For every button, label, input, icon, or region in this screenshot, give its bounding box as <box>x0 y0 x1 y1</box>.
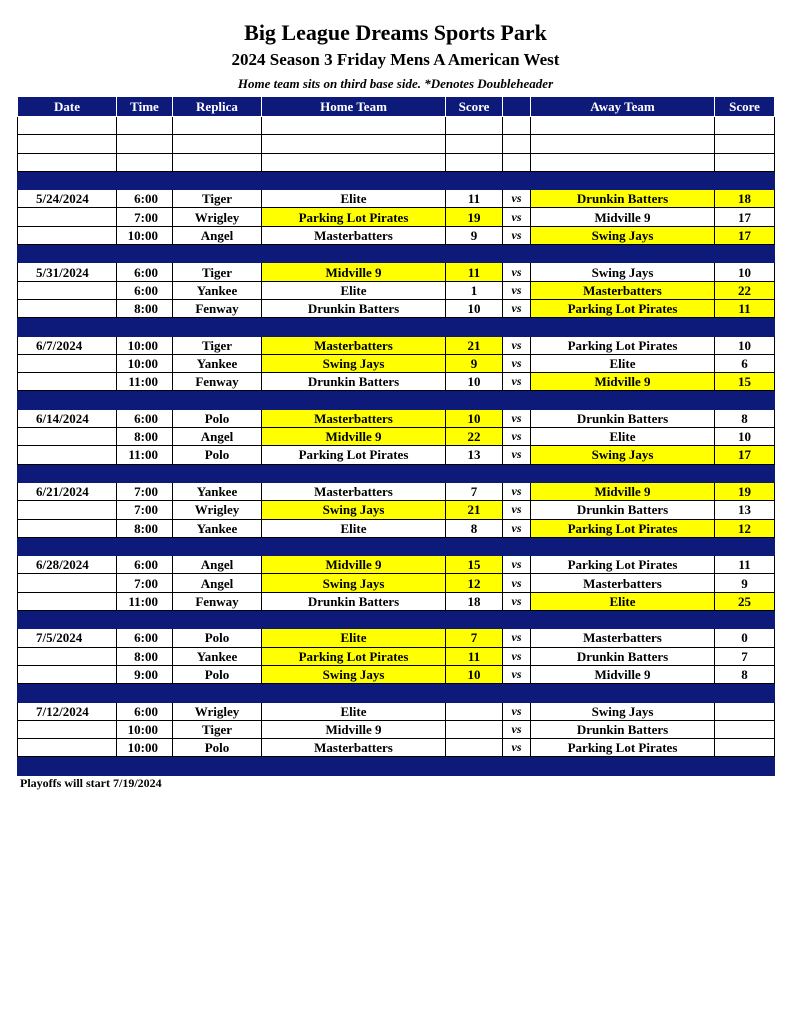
game-date-empty <box>18 208 117 226</box>
away-score: 8 <box>715 665 775 683</box>
home-score <box>446 720 503 738</box>
schedule-table <box>17 96 775 776</box>
away-score: 7 <box>715 647 775 665</box>
away-score <box>715 739 775 757</box>
game-replica-field: Polo <box>173 665 262 683</box>
vs-label: vs <box>503 428 531 446</box>
home-score: 11 <box>446 190 503 208</box>
game-date-empty <box>18 519 117 537</box>
vs-label: vs <box>503 336 531 354</box>
home-team: Parking Lot Pirates <box>262 647 446 665</box>
blank-row <box>18 153 775 171</box>
away-team: Masterbatters <box>531 629 715 647</box>
home-team: Masterbatters <box>262 336 446 354</box>
game-date-empty <box>18 226 117 244</box>
game-replica-field: Yankee <box>173 647 262 665</box>
game-date-empty <box>18 281 117 299</box>
home-score: 10 <box>446 409 503 427</box>
away-team: Masterbatters <box>531 574 715 592</box>
away-score: 10 <box>715 336 775 354</box>
home-team: Masterbatters <box>262 226 446 244</box>
playoffs-note: Playoffs will start 7/19/2024 <box>20 776 162 790</box>
vs-label: vs <box>503 739 531 757</box>
game-time: 10:00 <box>117 739 173 757</box>
week-separator-row <box>18 318 775 336</box>
home-score: 10 <box>446 299 503 317</box>
home-team: Elite <box>262 190 446 208</box>
game-time: 7:00 <box>117 482 173 500</box>
game-replica-field: Polo <box>173 409 262 427</box>
away-score: 25 <box>715 592 775 610</box>
game-replica-field: Fenway <box>173 592 262 610</box>
home-team: Masterbatters <box>262 739 446 757</box>
game-replica-field: Tiger <box>173 263 262 281</box>
vs-label: vs <box>503 647 531 665</box>
game-date-empty <box>18 720 117 738</box>
vs-label: vs <box>503 665 531 683</box>
game-row <box>18 629 775 647</box>
game-row <box>18 299 775 317</box>
game-row <box>18 263 775 281</box>
away-team: Midville 9 <box>531 373 715 391</box>
game-date: 6/7/2024 <box>18 336 117 354</box>
home-score: 22 <box>446 428 503 446</box>
away-team: Parking Lot Pirates <box>531 519 715 537</box>
game-time: 6:00 <box>117 702 173 720</box>
week-separator-row <box>18 245 775 263</box>
game-replica-field: Angel <box>173 226 262 244</box>
week-separator-row <box>18 757 775 775</box>
game-date: 6/21/2024 <box>18 482 117 500</box>
game-row <box>18 336 775 354</box>
vs-label: vs <box>503 446 531 464</box>
away-team: Swing Jays <box>531 226 715 244</box>
away-score: 10 <box>715 263 775 281</box>
away-team: Midville 9 <box>531 665 715 683</box>
home-score <box>446 739 503 757</box>
game-date-empty <box>18 373 117 391</box>
game-row <box>18 409 775 427</box>
game-replica-field: Tiger <box>173 190 262 208</box>
game-date-empty <box>18 739 117 757</box>
away-team: Masterbatters <box>531 281 715 299</box>
game-row <box>18 226 775 244</box>
vs-label: vs <box>503 720 531 738</box>
game-date: 5/31/2024 <box>18 263 117 281</box>
away-team: Midville 9 <box>531 482 715 500</box>
game-row <box>18 482 775 500</box>
game-date-empty <box>18 354 117 372</box>
blank-row <box>18 135 775 153</box>
game-time: 6:00 <box>117 409 173 427</box>
home-score: 7 <box>446 629 503 647</box>
game-row <box>18 354 775 372</box>
vs-label: vs <box>503 556 531 574</box>
away-score: 12 <box>715 519 775 537</box>
game-time: 6:00 <box>117 556 173 574</box>
home-team: Drunkin Batters <box>262 592 446 610</box>
away-team: Drunkin Batters <box>531 647 715 665</box>
away-team: Elite <box>531 428 715 446</box>
home-team: Drunkin Batters <box>262 373 446 391</box>
game-date-empty <box>18 574 117 592</box>
vs-label: vs <box>503 354 531 372</box>
away-score: 11 <box>715 556 775 574</box>
game-date: 5/24/2024 <box>18 190 117 208</box>
home-score: 11 <box>446 263 503 281</box>
away-score: 10 <box>715 428 775 446</box>
vs-label: vs <box>503 190 531 208</box>
home-team: Midville 9 <box>262 556 446 574</box>
game-time: 8:00 <box>117 299 173 317</box>
away-score <box>715 702 775 720</box>
game-time: 6:00 <box>117 263 173 281</box>
blank-row <box>18 117 775 135</box>
game-row <box>18 446 775 464</box>
home-team: Elite <box>262 629 446 647</box>
vs-label: vs <box>503 501 531 519</box>
home-team: Elite <box>262 519 446 537</box>
away-team: Elite <box>531 592 715 610</box>
game-row <box>18 720 775 738</box>
game-replica-field: Yankee <box>173 482 262 500</box>
away-team: Parking Lot Pirates <box>531 556 715 574</box>
week-separator-row <box>18 611 775 629</box>
game-replica-field: Polo <box>173 446 262 464</box>
home-score: 15 <box>446 556 503 574</box>
game-time: 8:00 <box>117 647 173 665</box>
game-time: 6:00 <box>117 190 173 208</box>
col-home-score-header: Score <box>446 97 503 117</box>
vs-label: vs <box>503 629 531 647</box>
game-row <box>18 702 775 720</box>
vs-label: vs <box>503 373 531 391</box>
game-date-empty <box>18 665 117 683</box>
home-score: 19 <box>446 208 503 226</box>
home-score: 12 <box>446 574 503 592</box>
away-score <box>715 720 775 738</box>
game-row <box>18 281 775 299</box>
vs-label: vs <box>503 208 531 226</box>
game-row <box>18 574 775 592</box>
game-date: 7/5/2024 <box>18 629 117 647</box>
col-time-header: Time <box>117 97 173 117</box>
home-team: Drunkin Batters <box>262 299 446 317</box>
week-separator-row <box>18 464 775 482</box>
vs-label: vs <box>503 574 531 592</box>
game-time: 8:00 <box>117 519 173 537</box>
week-separator-row <box>18 537 775 555</box>
game-time: 7:00 <box>117 208 173 226</box>
home-score: 9 <box>446 354 503 372</box>
game-row <box>18 501 775 519</box>
away-score: 22 <box>715 281 775 299</box>
game-row <box>18 519 775 537</box>
home-score: 9 <box>446 226 503 244</box>
vs-label: vs <box>503 482 531 500</box>
game-replica-field: Tiger <box>173 720 262 738</box>
home-score <box>446 702 503 720</box>
home-score: 7 <box>446 482 503 500</box>
page-note: Home team sits on third base side. *Denotes Doubleheader <box>237 76 554 91</box>
away-score: 18 <box>715 190 775 208</box>
game-row <box>18 647 775 665</box>
col-home-team-header: Home Team <box>262 97 446 117</box>
game-replica-field: Angel <box>173 428 262 446</box>
vs-label: vs <box>503 263 531 281</box>
page-subtitle: 2024 Season 3 Friday Mens A American West <box>231 50 560 69</box>
game-replica-field: Wrigley <box>173 702 262 720</box>
game-replica-field: Yankee <box>173 281 262 299</box>
vs-label: vs <box>503 299 531 317</box>
away-score: 13 <box>715 501 775 519</box>
away-score: 17 <box>715 208 775 226</box>
away-team: Elite <box>531 354 715 372</box>
game-replica-field: Tiger <box>173 336 262 354</box>
schedule-body <box>18 117 775 776</box>
game-replica-field: Wrigley <box>173 501 262 519</box>
home-score: 10 <box>446 665 503 683</box>
game-date-empty <box>18 299 117 317</box>
home-team: Swing Jays <box>262 501 446 519</box>
home-score: 13 <box>446 446 503 464</box>
vs-label: vs <box>503 409 531 427</box>
game-row <box>18 665 775 683</box>
game-time: 10:00 <box>117 226 173 244</box>
game-replica-field: Fenway <box>173 299 262 317</box>
away-score: 19 <box>715 482 775 500</box>
week-separator-row <box>18 684 775 702</box>
game-date: 6/14/2024 <box>18 409 117 427</box>
game-row <box>18 556 775 574</box>
col-replica-header: Replica <box>173 97 262 117</box>
game-date: 7/12/2024 <box>18 702 117 720</box>
away-team: Drunkin Batters <box>531 190 715 208</box>
away-team: Drunkin Batters <box>531 409 715 427</box>
away-team: Drunkin Batters <box>531 501 715 519</box>
game-replica-field: Yankee <box>173 519 262 537</box>
home-score: 11 <box>446 647 503 665</box>
game-row <box>18 739 775 757</box>
away-team: Swing Jays <box>531 446 715 464</box>
away-score: 6 <box>715 354 775 372</box>
home-team: Midville 9 <box>262 720 446 738</box>
game-date-empty <box>18 647 117 665</box>
game-date-empty <box>18 428 117 446</box>
col-vs-header <box>503 97 531 117</box>
home-team: Parking Lot Pirates <box>262 208 446 226</box>
game-time: 11:00 <box>117 592 173 610</box>
home-score: 21 <box>446 336 503 354</box>
home-team: Midville 9 <box>262 428 446 446</box>
home-team: Masterbatters <box>262 482 446 500</box>
game-row <box>18 592 775 610</box>
game-time: 6:00 <box>117 629 173 647</box>
vs-label: vs <box>503 226 531 244</box>
page-title: Big League Dreams Sports Park <box>244 20 547 45</box>
game-time: 11:00 <box>117 446 173 464</box>
game-time: 10:00 <box>117 336 173 354</box>
home-team: Parking Lot Pirates <box>262 446 446 464</box>
away-score: 8 <box>715 409 775 427</box>
vs-label: vs <box>503 519 531 537</box>
home-team: Midville 9 <box>262 263 446 281</box>
vs-label: vs <box>503 592 531 610</box>
vs-label: vs <box>503 281 531 299</box>
away-team: Parking Lot Pirates <box>531 299 715 317</box>
away-score: 17 <box>715 226 775 244</box>
game-time: 11:00 <box>117 373 173 391</box>
game-date: 6/28/2024 <box>18 556 117 574</box>
away-team: Midville 9 <box>531 208 715 226</box>
home-score: 18 <box>446 592 503 610</box>
home-team: Elite <box>262 281 446 299</box>
away-score: 15 <box>715 373 775 391</box>
game-time: 6:00 <box>117 281 173 299</box>
game-time: 7:00 <box>117 574 173 592</box>
game-date-empty <box>18 446 117 464</box>
game-time: 9:00 <box>117 665 173 683</box>
away-team: Parking Lot Pirates <box>531 336 715 354</box>
table-header-row <box>18 97 775 117</box>
game-time: 10:00 <box>117 720 173 738</box>
away-team: Drunkin Batters <box>531 720 715 738</box>
away-team: Swing Jays <box>531 702 715 720</box>
home-score: 10 <box>446 373 503 391</box>
home-team: Elite <box>262 702 446 720</box>
home-score: 21 <box>446 501 503 519</box>
vs-label: vs <box>503 702 531 720</box>
game-time: 10:00 <box>117 354 173 372</box>
home-team: Masterbatters <box>262 409 446 427</box>
game-date-empty <box>18 592 117 610</box>
away-score: 11 <box>715 299 775 317</box>
away-team: Swing Jays <box>531 263 715 281</box>
game-replica-field: Angel <box>173 574 262 592</box>
game-time: 8:00 <box>117 428 173 446</box>
game-date-empty <box>18 501 117 519</box>
col-away-score-header: Score <box>715 97 775 117</box>
game-row <box>18 373 775 391</box>
game-time: 7:00 <box>117 501 173 519</box>
game-replica-field: Polo <box>173 739 262 757</box>
game-replica-field: Angel <box>173 556 262 574</box>
game-row <box>18 428 775 446</box>
col-date-header: Date <box>18 97 117 117</box>
away-team: Parking Lot Pirates <box>531 739 715 757</box>
week-separator-row <box>18 171 775 189</box>
game-row <box>18 190 775 208</box>
away-score: 0 <box>715 629 775 647</box>
game-replica-field: Polo <box>173 629 262 647</box>
home-score: 8 <box>446 519 503 537</box>
home-team: Swing Jays <box>262 354 446 372</box>
game-row <box>18 208 775 226</box>
away-score: 9 <box>715 574 775 592</box>
week-separator-row <box>18 391 775 409</box>
home-team: Swing Jays <box>262 665 446 683</box>
game-replica-field: Wrigley <box>173 208 262 226</box>
home-score: 1 <box>446 281 503 299</box>
away-score: 17 <box>715 446 775 464</box>
col-away-team-header: Away Team <box>531 97 715 117</box>
game-replica-field: Fenway <box>173 373 262 391</box>
game-replica-field: Yankee <box>173 354 262 372</box>
home-team: Swing Jays <box>262 574 446 592</box>
